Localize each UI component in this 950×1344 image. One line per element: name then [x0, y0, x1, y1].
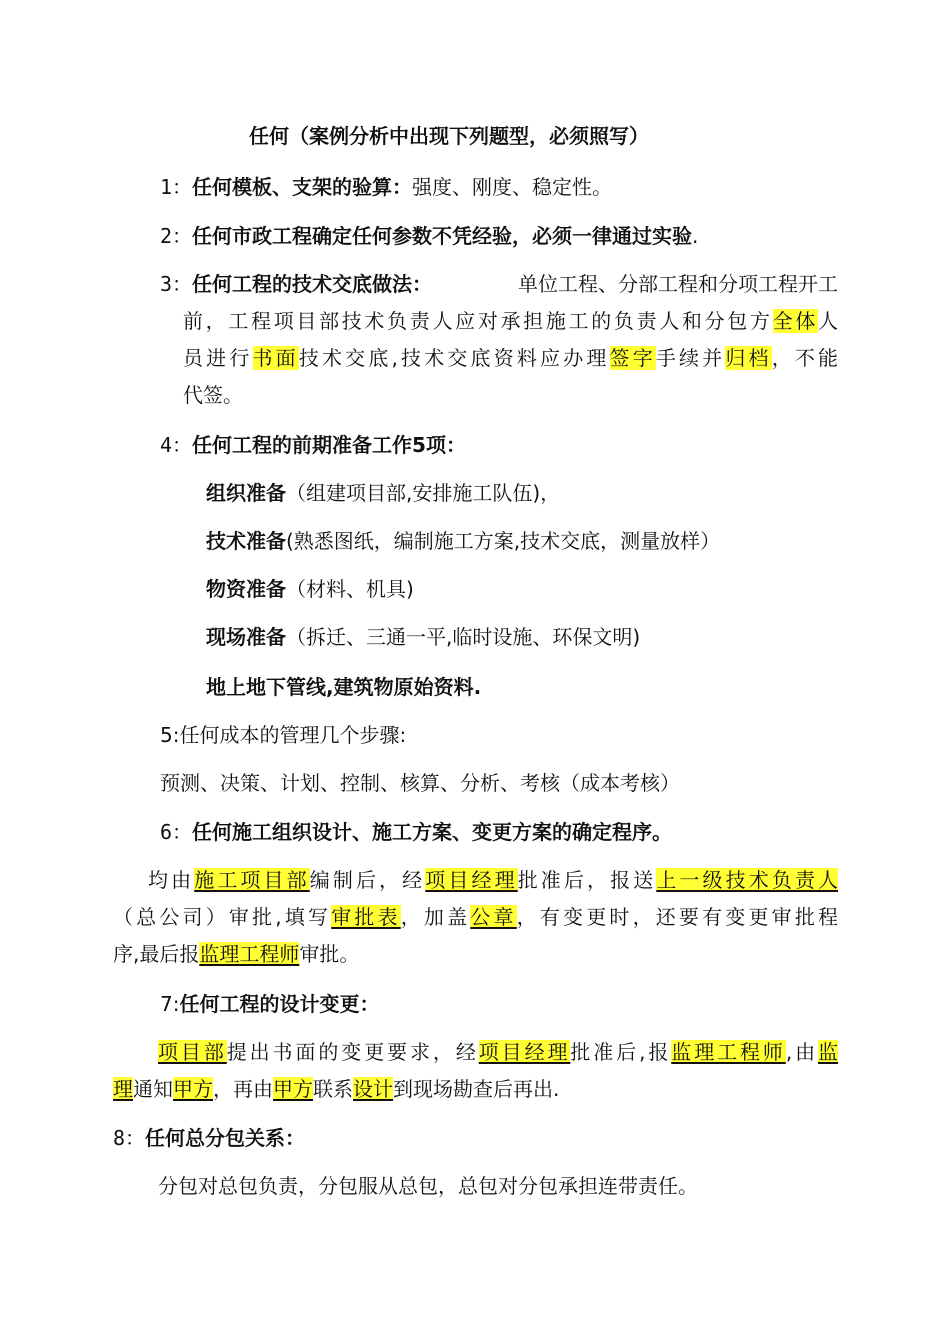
highlight: 甲方 [273, 1077, 313, 1101]
item-4-sub-3: 物资准备（材料、机具) [206, 577, 414, 601]
item-4-heading: 任何工程的前期准备工作5项： [192, 433, 466, 457]
highlight: 归档 [725, 346, 772, 370]
item-6: 6：任何施工组织设计、施工方案、变更方案的确定程序。 [160, 820, 673, 844]
item-7-heading: 任何工程的设计变更： [179, 992, 380, 1016]
highlight: 理 [113, 1077, 133, 1101]
item-3-line-4: 代签。 [183, 383, 243, 407]
item-6-line-3: 序,最后报监理工程师审批。 [113, 942, 360, 966]
item-1-text: 强度、刚度、稳定性。 [412, 175, 613, 199]
highlight: 书面 [252, 346, 299, 370]
item-4-sub-1: 组织准备（组建项目部,安排施工队伍)， [206, 481, 561, 505]
highlight: 甲方 [173, 1077, 213, 1101]
item-3-line-2: 前，工程项目部技术负责人应对承担施工的负责人和分包方全体人 [183, 309, 839, 333]
highlight: 签字 [609, 346, 656, 370]
item-5: 5:任何成本的管理几个步骤: [160, 723, 407, 747]
highlight: 监 [818, 1040, 839, 1064]
page-title: 任何（案例分析中出现下列题型，必须照写） [249, 124, 649, 148]
highlight: 监理工程师 [671, 1040, 786, 1064]
item-3-line-3: 员进行书面技术交底,技术交底资料应办理签字手续并归档，不能 [183, 346, 839, 370]
item-5-text: 预测、决策、计划、控制、核算、分析、考核（成本考核） [160, 771, 680, 795]
item-8-heading: 任何总分包关系： [145, 1126, 306, 1150]
item-6-line-2: （总公司）审批,填写审批表，加盖公章，有变更时，还要有变更审批程 [113, 905, 839, 929]
item-6-line-1: 均由施工项目部编制后，经项目经理批准后，报送上一级技术负责人 [148, 868, 839, 892]
highlight: 审批表 [331, 905, 401, 929]
highlight: 上一级技术负责人 [656, 868, 839, 892]
highlight: 监理工程师 [199, 942, 300, 966]
highlight: 全体 [772, 309, 819, 333]
item-7: 7:任何工程的设计变更： [160, 992, 380, 1016]
item-3: 3：任何工程的技术交底做法： 单位工程、分部工程和分项工程开工 [160, 272, 838, 296]
item-4-sub-2: 技术准备(熟悉图纸，编制施工方案,技术交底，测量放样） [206, 529, 721, 553]
item-8: 8：任何总分包关系： [113, 1126, 306, 1150]
item-7-line-2: 理通知甲方，再由甲方联系设计到现场勘查后再出. [113, 1077, 560, 1101]
item-3-heading: 任何工程的技术交底做法： [192, 272, 433, 296]
highlight: 公章 [470, 905, 517, 929]
highlight: 项目经理 [425, 868, 518, 892]
highlight: 项目部 [158, 1040, 227, 1064]
highlight: 设计 [353, 1077, 393, 1101]
highlight: 项目经理 [478, 1040, 571, 1064]
item-2: 2：任何市政工程确定任何参数不凭经验，必须一律通过实验. [160, 224, 699, 248]
item-8-text: 分包对总包负责，分包服从总包，总包对分包承担连带责任。 [158, 1174, 698, 1198]
item-2-heading: 任何市政工程确定任何参数不凭经验，必须一律通过实验 [192, 224, 693, 248]
item-5-heading: 任何成本的管理几个步骤: [179, 723, 407, 747]
item-7-line-1: 项目部提出书面的变更要求，经项目经理批准后,报监理工程师,由监 [158, 1040, 839, 1064]
item-6-heading: 任何施工组织设计、施工方案、变更方案的确定程序。 [192, 820, 673, 844]
item-1: 1：任何模板、支架的验算：强度、刚度、稳定性。 [160, 175, 613, 199]
highlight: 施工项目部 [194, 868, 310, 892]
item-1-heading: 任何模板、支架的验算： [192, 175, 413, 199]
item-4-sub-5: 地上地下管线,建筑物原始资料. [206, 675, 482, 699]
item-4: 4：任何工程的前期准备工作5项： [160, 433, 466, 457]
item-4-sub-4: 现场准备（拆迁、三通一平,临时设施、环保文明) [206, 625, 641, 649]
